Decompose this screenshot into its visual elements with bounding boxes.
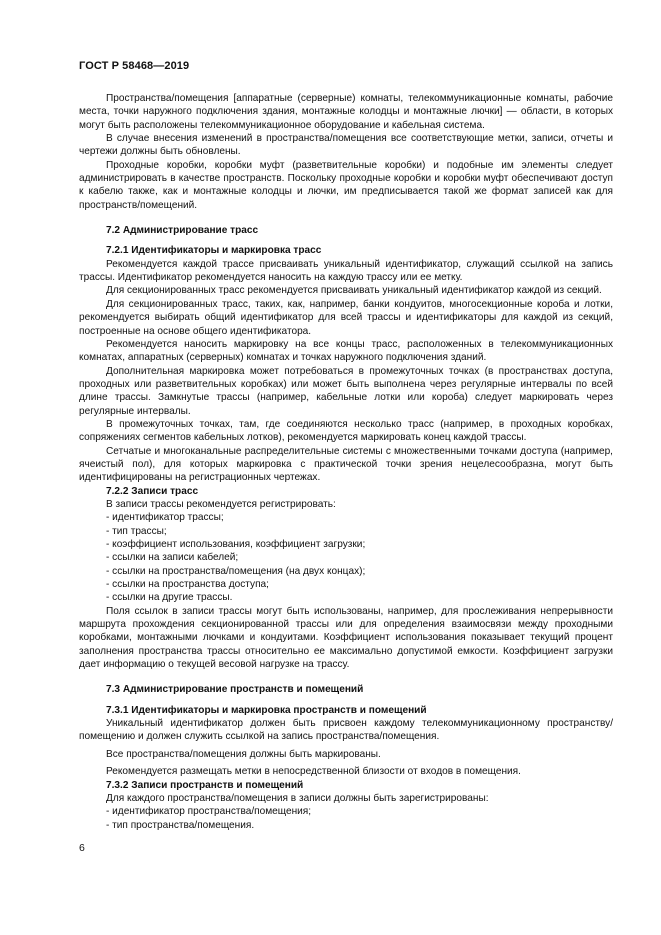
paragraph: Для секционированных трасс, таких, как, например, банки кондуитов, многосекционные короба и лотки, рекомендуется выбирать общий идентификатор для всей трассы и идентификаторы для каждой из секций, построенные на основе общего идентификатора. — [79, 298, 613, 337]
subsection-heading-7-2-2: 7.2.2 Записи трасс — [106, 485, 199, 497]
list-item: - идентификатор трассы; — [106, 512, 224, 524]
paragraph: Рекомендуется каждой трассе присваивать уникальный идентификатор, служащий ссылкой на запись трассы. Идентификатор рекомендуется наносить на каждую трассу или ее метку. — [79, 258, 613, 284]
paragraph: В промежуточных точках, там, где соединяются несколько трасс (например, в проходных коробках, сопряжениях сегментов кабельных лотков), рекомендуется маркировать конец каждой трассы. — [79, 418, 613, 444]
space-record-list — [79, 805, 613, 832]
paragraph: Уникальный идентификатор должен быть присвоен каждому телекоммуникационному пространству/помещению и должен служить ссылкой на запись пространства/помещения. — [79, 718, 613, 743]
paragraph: Поля ссылок в записи трассы могут быть использованы, например, для прослеживания непрерывности маршрута прохождения секционированной трассы или для определения взаимосвязи между проходными коробками, монтажными лючками и кондуитами. Коэффициент использования показывает текущий процент заполнения пространства трассы относительно ее максимально допустимой емкости. Коэффициент загрузки дает информацию о текущей весовой нагрузке на трассу. — [79, 605, 613, 671]
paragraph: Сетчатые и многоканальные распределительные системы с множественными точками доступа (например, ячеистый пол), для которых маркировка с практической точки зрения нецелесообразна, могут быть идентифицированы на регистрационных чертежах. — [79, 445, 613, 484]
paragraph: Все пространства/помещения должны быть маркированы. — [106, 748, 381, 760]
section-heading-7-2: 7.2 Администрирование трасс — [106, 225, 259, 237]
list-item: - ссылки на записи кабелей; — [106, 552, 239, 564]
page-content — [79, 92, 613, 832]
list-item: - коэффициент использования, коэффициент загрузки; — [106, 539, 366, 550]
paragraph: Рекомендуется размещать метки в непосредственной близости от входов в помещения. — [106, 766, 521, 778]
page-number: 6 — [79, 842, 85, 854]
subsection-heading-7-3-1: 7.3.1 Идентификаторы и маркировка пространств и помещений — [106, 704, 427, 716]
paragraph: Пространства/помещения [аппаратные (серверные) комнаты, телекоммуникационные комнаты, рабочие места, точки наружного подключения здания, монтажные колодцы и монтажные лючки] — области, в которых могут быть расположены телекоммуникационное оборудование и кабельная система. — [79, 93, 613, 131]
list-item: - ссылки на пространства/помещения (на двух концах); — [106, 565, 366, 577]
list-item: - идентификатор пространства/помещения; — [106, 806, 312, 818]
document-header: ГОСТ Р 58468—2019 — [79, 60, 190, 72]
paragraph: В случае внесения изменений в пространства/помещения все соответствующие метки, записи, отчеты и чертежи должны быть обновлены. — [79, 133, 613, 158]
paragraph: Дополнительная маркировка может потребоваться в промежуточных точках (в пространствах доступа, проходных или разветвительных коробках) или может быть выполнена через регулярные интервалы по всей длине трассы. Замкнутые трассы (например, кабельные лотки или короба) следует маркировать через регулярные интервалы. — [79, 365, 613, 417]
paragraph: Проходные коробки, коробки муфт (разветвительные коробки) и подобные им элементы следует администрировать в качестве пространств. Поскольку проходные коробки и коробки муфт обеспечивают доступ к кабелю также, как и монтажные колодцы и лючки, им предписывается такой же формат записей как для пространств/помещений. — [79, 159, 613, 211]
subsection-heading-7-3-2: 7.3.2 Записи пространств и помещений — [106, 779, 304, 791]
paragraph: В записи трассы рекомендуется регистрировать: — [106, 498, 336, 510]
paragraph: Рекомендуется наносить маркировку на все концы трасс, расположенных в телекоммуникационных комнатах, аппаратных (серверных) комнатах и точках наружного подключения зданий. — [79, 338, 613, 364]
paragraph: Для секционированных трасс рекомендуется присваивать уникальный идентификатор каждой из секций. — [106, 285, 602, 297]
list-item: - ссылки на другие трассы. — [106, 592, 233, 604]
route-record-list — [79, 511, 613, 604]
list-item: - ссылки на пространства доступа; — [106, 579, 269, 591]
list-item: - тип трассы; — [106, 525, 167, 537]
section-heading-7-3: 7.3 Администрирование пространств и помещений — [106, 684, 364, 696]
list-item: - тип пространства/помещения. — [106, 819, 255, 831]
paragraph: Для каждого пространства/помещения в записи должны быть зарегистрированы: — [106, 792, 489, 804]
subsection-heading-7-2-1: 7.2.1 Идентификаторы и маркировка трасс — [106, 245, 322, 257]
